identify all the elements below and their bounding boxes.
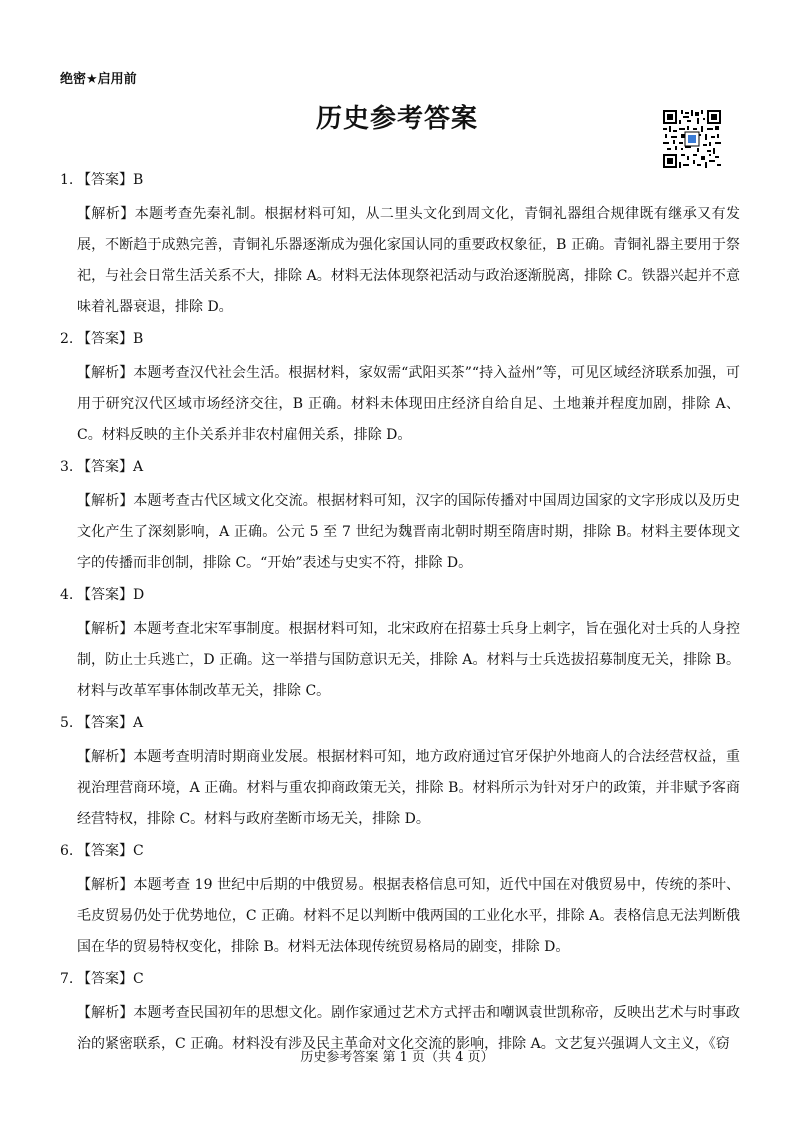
- explanation-text: 【解析】本题考查 19 世纪中后期的中俄贸易。根据表格信息可知，近代中国在对俄贸易中，传统的茶叶、毛皮贸易仍处于优势地位，C 正确。材料不足以判断中俄两国的工业化水平，排除 A。表格信息无法判断俄国在华的贸易特权变化，排除 B。材料无法体现传统贸易格局的剧变，排除 D。: [77, 877, 740, 955]
- explanation-text: 【解析】本题考查先秦礼制。根据材料可知，从二里头文化到周文化，青铜礼器组合规律既有继承又有发展，不断趋于成熟完善，青铜礼乐器逐渐成为强化家国认同的重要政权象征，B 正确。青铜礼器主要用于祭祀，与社会日常生活关系不大，排除 A。材料无法体现祭祀活动与政治逐渐脱离，排除 C。铁器兴起并不意味着礼器衰退，排除 D。: [77, 206, 740, 315]
- answer-line: 4. 【答案】D: [60, 587, 145, 603]
- answer-item: [60, 711, 740, 835]
- page-title: 历史参考答案: [315, 104, 478, 134]
- explanation-text: 【解析】本题考查汉代社会生活。根据材料，家奴需“武阳买茶”“持入益州”等，可见区域经济联系加强，可用于研究汉代区域市场经济交往，B 正确。材料未体现田庄经济自给自足、土地兼并程度加剧，排除 A、C。材料反映的主仆关系并非农村雇佣关系，排除 D。: [77, 365, 740, 443]
- answer-list: [60, 168, 740, 1064]
- answer-line: 2. 【答案】B: [60, 331, 144, 347]
- confidential-label: 绝密★启用前: [60, 72, 137, 87]
- explanation-text: 【解析】本题考查明清时期商业发展。根据材料可知，地方政府通过官牙保护外地商人的合法经营权益，重视治理营商环境，A 正确。材料与重农抑商政策无关，排除 B。材料所示为针对牙户的政策，并非赋予客商经营特权，排除 C。材料与政府垄断市场无关，排除 D。: [77, 749, 740, 827]
- answer-item: [60, 583, 740, 707]
- answer-line: 1. 【答案】B: [60, 172, 144, 188]
- answer-item: [60, 168, 740, 323]
- answer-line: 3. 【答案】A: [60, 459, 144, 475]
- explanation-text: 【解析】本题考查北宋军事制度。根据材料可知，北宋政府在招募士兵身上刺字，旨在强化对士兵的人身控制，防止士兵逃亡，D 正确。这一举措与国防意识无关，排除 A。材料与士兵选拔招募制度无关，排除 B。材料与改革军事体制改革无关，排除 C。: [77, 621, 740, 699]
- page-footer: 历史参考答案 第 1 页（共 4 页）: [300, 1050, 494, 1065]
- answer-item: [60, 327, 740, 451]
- explanation-text: 【解析】本题考查古代区域文化交流。根据材料可知，汉字的国际传播对中国周边国家的文字形成以及历史文化产生了深刻影响，A 正确。公元 5 至 7 世纪为魏晋南北朝时期至隋唐时期，排除 B。材料主要体现文字的传播而非创制，排除 C。“开始”表述与史实不符，排除 D。: [77, 493, 740, 571]
- qr-code-icon: [663, 110, 721, 168]
- answer-line: 6. 【答案】C: [60, 843, 144, 859]
- explanation-text: 【解析】本题考查民国初年的思想文化。剧作家通过艺术方式抨击和嘲讽袁世凯称帝，反映出艺术与时事政治的紧密联系，C 正确。材料没有涉及民主革命对文化交流的影响，排除 A。文艺复兴强调人文主义，《窃: [77, 1005, 740, 1052]
- answer-item: [60, 455, 740, 579]
- answer-item: [60, 839, 740, 963]
- answer-line: 5. 【答案】A: [60, 715, 144, 731]
- answer-line: 7. 【答案】C: [60, 971, 144, 987]
